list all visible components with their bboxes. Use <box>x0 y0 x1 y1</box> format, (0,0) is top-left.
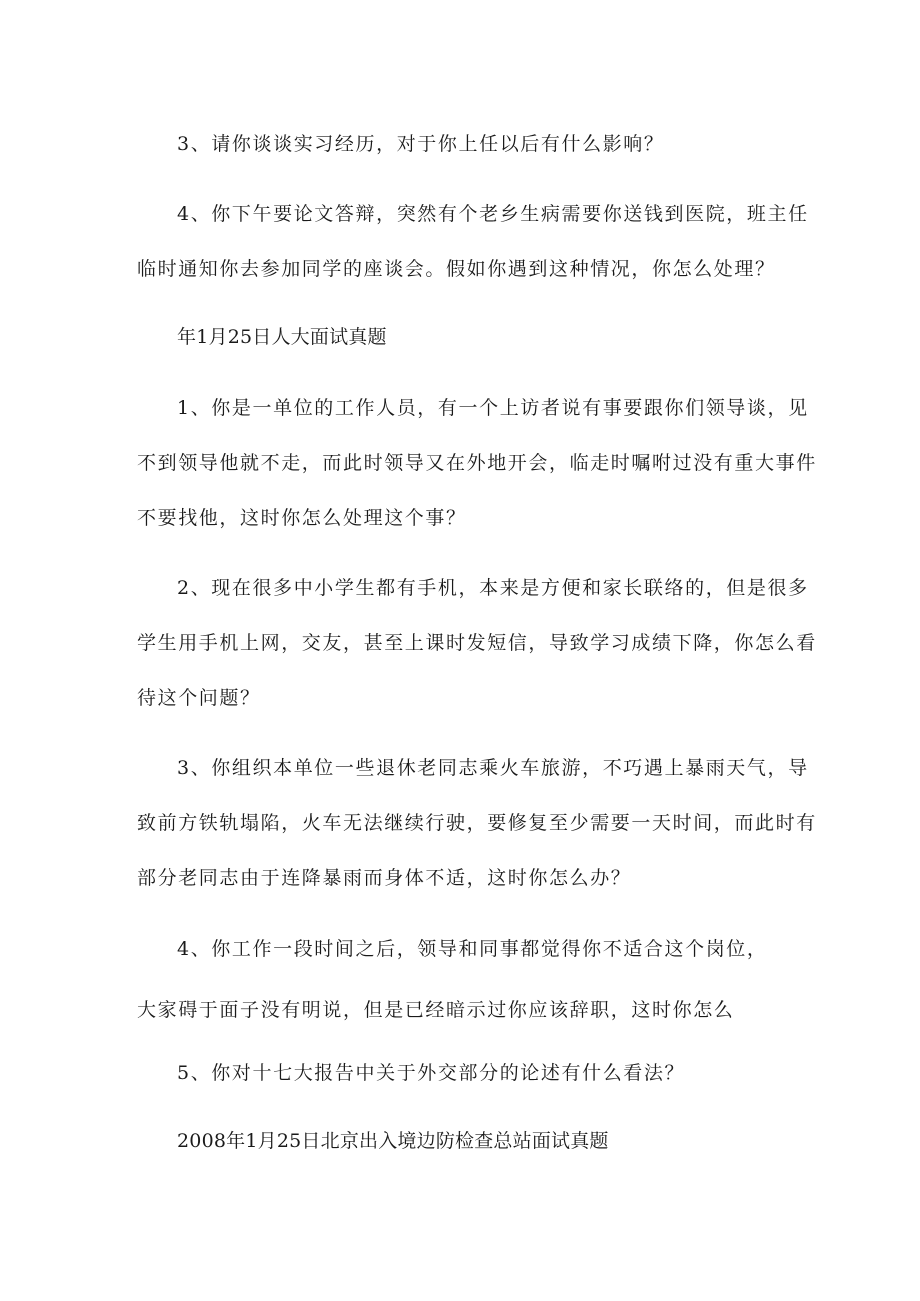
question-1-line-2: 不到领导他就不走，而此时领导又在外地开会，临走时嘱咐过没有重大事件 <box>137 452 817 474</box>
question-4-line-2: 临时通知你去参加同学的座谈会。假如你遇到这种情况，你怎么处理？ <box>137 258 776 280</box>
question-2-line-1: 2、现在很多中小学生都有手机，本来是方便和家长联络的，但是很多 <box>177 577 809 599</box>
question-3-line-2: 致前方铁轨塌陷，火车无法继续行驶，要修复至少需要一天时间，而此时有 <box>137 812 817 834</box>
question-3-line-1: 3、你组织本单位一些退休老同志乘火车旅游，不巧遇上暴雨天气，导 <box>177 757 809 779</box>
question-3-line-3: 部分老同志由于连降暴雨而身体不适，这时你怎么办？ <box>137 867 632 889</box>
section-heading-border-inspection: 2008年1月25日北京出入境边防检查总站面试真题 <box>177 1130 609 1152</box>
question-3-intern: 3、请你谈谈实习经历，对于你上任以后有什么影响？ <box>177 133 665 155</box>
question-4b-line-1: 4、你工作一段时间之后，领导和同事都觉得你不适合这个岗位， <box>177 938 768 960</box>
question-1-line-3: 不要找他，这时你怎么处理这个事？ <box>137 507 467 529</box>
question-2-line-3: 待这个问题？ <box>137 687 261 709</box>
question-2-line-2: 学生用手机上网，交友，甚至上课时发短信，导致学习成绩下降，你怎么看 <box>137 632 817 654</box>
section-heading-renda: 年1月25日人大面试真题 <box>177 326 387 348</box>
question-4-line-1: 4、你下午要论文答辩，突然有个老乡生病需要你送钱到医院，班主任 <box>177 203 809 225</box>
question-5: 5、你对十七大报告中关于外交部分的论述有什么看法？ <box>177 1062 686 1084</box>
question-4b-line-2: 大家碍于面子没有明说，但是已经暗示过你应该辞职，这时你怎么 <box>137 999 735 1021</box>
question-1-line-1: 1、你是一单位的工作人员，有一个上访者说有事要跟你们领导谈，见 <box>177 397 809 419</box>
